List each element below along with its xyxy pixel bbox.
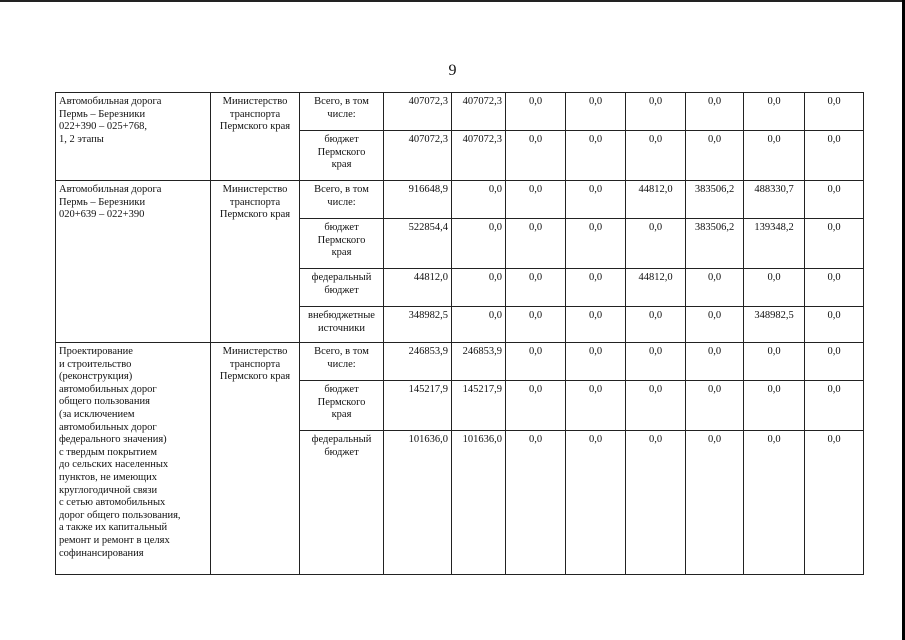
amount-cell: 44812,0 (384, 269, 452, 307)
amount-cell: 0,0 (452, 181, 506, 219)
amount-cell: 0,0 (626, 381, 686, 431)
amount-cell: 0,0 (805, 269, 864, 307)
amount-cell: 0,0 (566, 181, 626, 219)
funding-source: бюджет Пермского края (300, 219, 384, 269)
amount-cell: 44812,0 (626, 269, 686, 307)
amount-cell: 0,0 (452, 219, 506, 269)
amount-cell: 0,0 (566, 431, 626, 575)
amount-cell: 0,0 (805, 343, 864, 381)
amount-cell: 0,0 (566, 307, 626, 343)
amount-cell: 145217,9 (384, 381, 452, 431)
page-number: 9 (448, 62, 457, 79)
amount-cell: 0,0 (506, 269, 566, 307)
amount-cell: 0,0 (686, 93, 744, 131)
amount-cell: 0,0 (506, 181, 566, 219)
amount-cell: 0,0 (506, 307, 566, 343)
amount-cell: 0,0 (626, 93, 686, 131)
funding-source: федеральный бюджет (300, 431, 384, 575)
amount-cell: 407072,3 (384, 93, 452, 131)
amount-cell: 0,0 (805, 181, 864, 219)
amount-cell: 0,0 (686, 307, 744, 343)
funding-table (55, 92, 864, 575)
responsible-organization: Министерство транспорта Пермского края (211, 93, 300, 181)
amount-cell: 0,0 (626, 343, 686, 381)
amount-cell: 145217,9 (452, 381, 506, 431)
amount-cell: 0,0 (805, 93, 864, 131)
amount-cell: 0,0 (506, 431, 566, 575)
table-body (56, 93, 864, 575)
amount-cell: 0,0 (805, 131, 864, 181)
table-row (56, 343, 864, 381)
responsible-organization: Министерство транспорта Пермского края (211, 343, 300, 575)
project-description: Автомобильная дорога Пермь – Березники 020+639 – 022+390 (56, 181, 211, 343)
amount-cell: 0,0 (805, 381, 864, 431)
amount-cell: 0,0 (686, 343, 744, 381)
amount-cell: 0,0 (626, 219, 686, 269)
amount-cell: 0,0 (744, 381, 805, 431)
amount-cell: 0,0 (686, 269, 744, 307)
funding-source: внебюджетные источники (300, 307, 384, 343)
amount-cell: 407072,3 (384, 131, 452, 181)
funding-source: Всего, в том числе: (300, 181, 384, 219)
amount-cell: 0,0 (566, 219, 626, 269)
amount-cell: 0,0 (566, 343, 626, 381)
amount-cell: 0,0 (744, 343, 805, 381)
project-description: Проектирование и строительство (реконструкция) автомобильных дорог общего пользования (за исключением автомобильных дорог федерального значения) с твердым покрытием до сельских населенных пунктов, не имеющих круглогодичной связи с сетью автомобильных дорог общего пользования, а также их капитальный ремонт и ремонт в целях софинансирования (56, 343, 211, 575)
amount-cell: 0,0 (744, 269, 805, 307)
table-row (56, 181, 864, 219)
amount-cell: 246853,9 (452, 343, 506, 381)
funding-source: Всего, в том числе: (300, 343, 384, 381)
funding-source: бюджет Пермского края (300, 131, 384, 181)
amount-cell: 522854,4 (384, 219, 452, 269)
funding-source: Всего, в том числе: (300, 93, 384, 131)
table-row (56, 93, 864, 131)
amount-cell: 0,0 (805, 219, 864, 269)
amount-cell: 246853,9 (384, 343, 452, 381)
amount-cell: 0,0 (626, 307, 686, 343)
amount-cell: 0,0 (805, 307, 864, 343)
amount-cell: 0,0 (566, 131, 626, 181)
amount-cell: 488330,7 (744, 181, 805, 219)
amount-cell: 0,0 (452, 307, 506, 343)
amount-cell: 139348,2 (744, 219, 805, 269)
amount-cell: 0,0 (506, 219, 566, 269)
amount-cell: 348982,5 (744, 307, 805, 343)
amount-cell: 0,0 (566, 269, 626, 307)
amount-cell: 0,0 (566, 381, 626, 431)
amount-cell: 407072,3 (452, 93, 506, 131)
amount-cell: 44812,0 (626, 181, 686, 219)
amount-cell: 101636,0 (384, 431, 452, 575)
amount-cell: 916648,9 (384, 181, 452, 219)
amount-cell: 0,0 (686, 131, 744, 181)
amount-cell: 383506,2 (686, 219, 744, 269)
amount-cell: 0,0 (744, 431, 805, 575)
amount-cell: 0,0 (506, 93, 566, 131)
amount-cell: 383506,2 (686, 181, 744, 219)
amount-cell: 0,0 (626, 431, 686, 575)
amount-cell: 0,0 (506, 131, 566, 181)
amount-cell: 0,0 (506, 381, 566, 431)
amount-cell: 0,0 (506, 343, 566, 381)
amount-cell: 0,0 (686, 431, 744, 575)
amount-cell: 0,0 (626, 131, 686, 181)
project-description: Автомобильная дорога Пермь – Березники 022+390 – 025+768, 1, 2 этапы (56, 93, 211, 181)
amount-cell: 101636,0 (452, 431, 506, 575)
amount-cell: 0,0 (805, 431, 864, 575)
scan-border-top (0, 0, 905, 2)
amount-cell: 0,0 (452, 269, 506, 307)
amount-cell: 0,0 (744, 131, 805, 181)
amount-cell: 0,0 (686, 381, 744, 431)
funding-source: федеральный бюджет (300, 269, 384, 307)
amount-cell: 0,0 (744, 93, 805, 131)
responsible-organization: Министерство транспорта Пермского края (211, 181, 300, 343)
amount-cell: 407072,3 (452, 131, 506, 181)
amount-cell: 348982,5 (384, 307, 452, 343)
funding-source: бюджет Пермского края (300, 381, 384, 431)
amount-cell: 0,0 (566, 93, 626, 131)
